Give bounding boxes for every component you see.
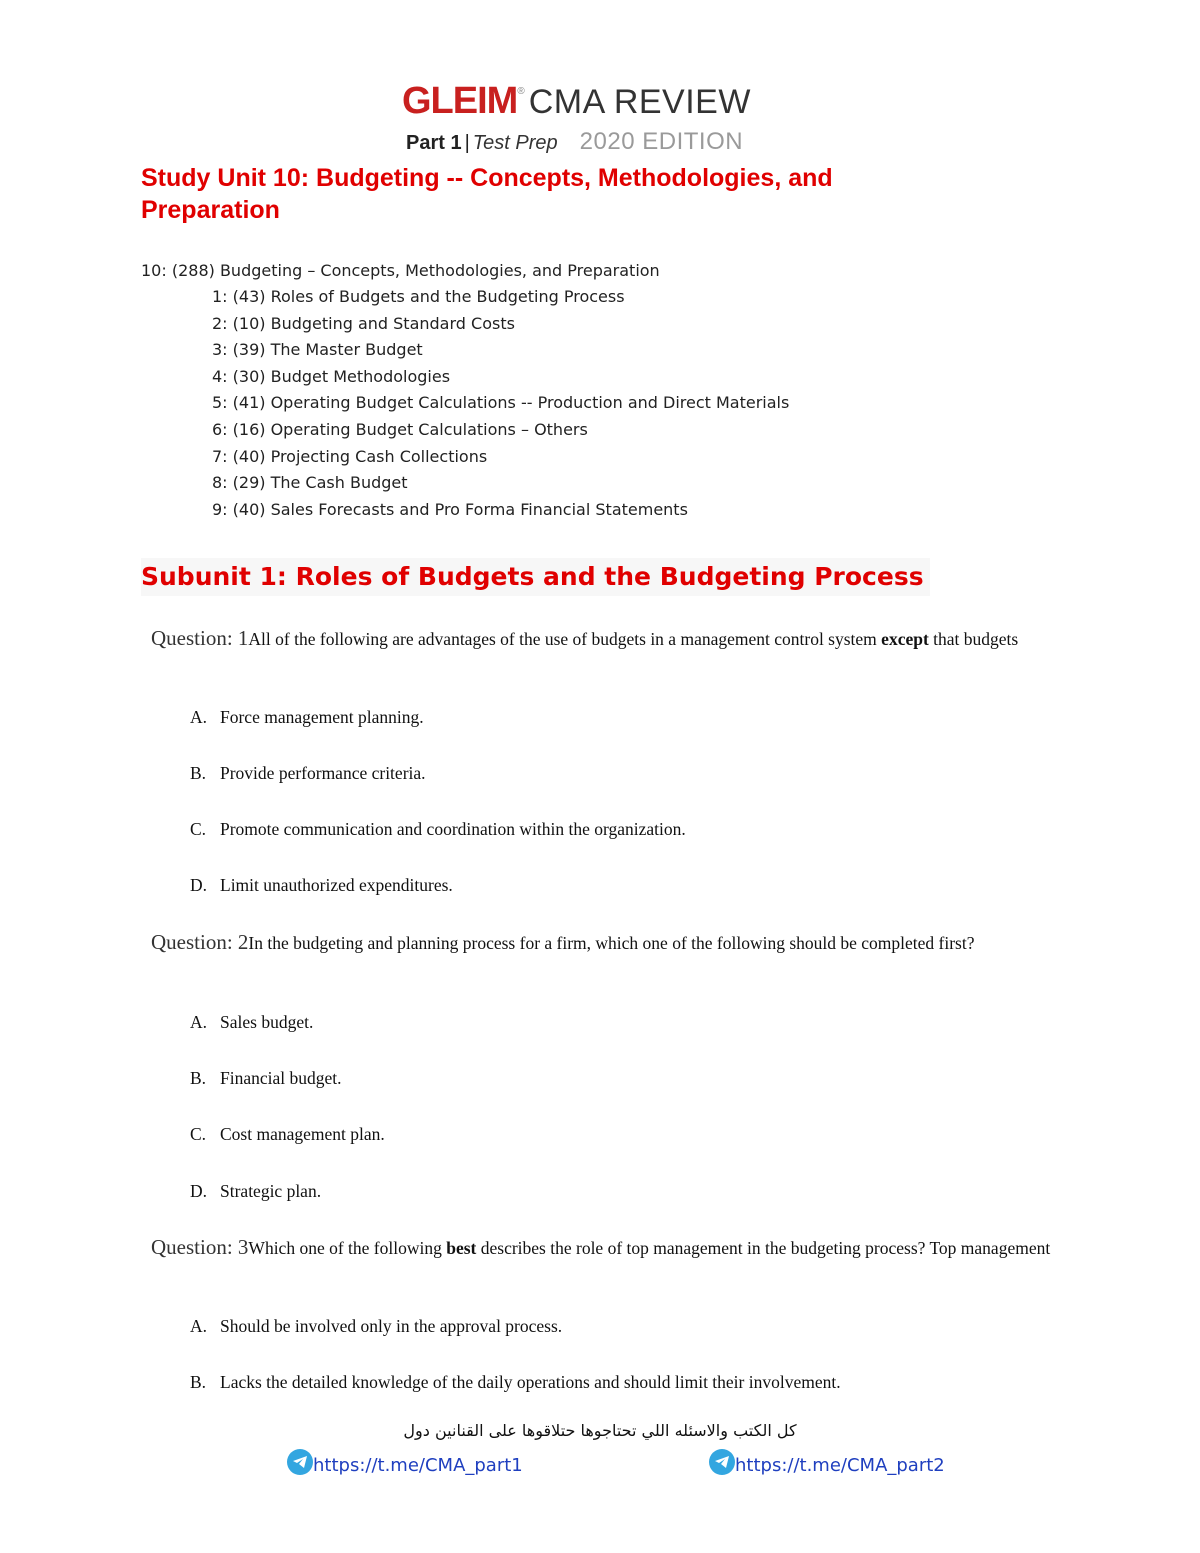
toc-item: 2: (10) Budgeting and Standard Costs [212,313,515,333]
question-text-tail: describes the role of top management in the budgeting process? Top management [476,1238,1051,1258]
option-text: Cost management plan. [220,1124,385,1144]
question-label: Question: 1 [151,626,249,650]
gleim-logo [402,80,802,160]
answer-option[interactable] [190,1370,841,1394]
link-text[interactable]: https://t.me/CMA_part1 [313,1455,523,1476]
toc-item: 6: (16) Operating Budget Calculations – Others [212,419,588,439]
question-emphasis: except [881,629,929,649]
option-letter: A. [190,707,208,727]
toc-item: 9: (40) Sales Forecasts and Pro Forma Financial Statements [212,499,688,519]
option-letter: B. [190,1068,207,1088]
question-text: All of the following are advantages of the use of budgets in a management control system [248,629,882,649]
option-letter: B. [190,1372,207,1392]
toc-main-entry: 10: (288) Budgeting – Concepts, Methodologies, and Preparation [141,261,660,280]
question-text: In the budgeting and planning process for a firm, which one of the following should be completed first? [248,933,975,953]
option-letter: C. [190,1124,207,1144]
option-text: Strategic plan. [220,1181,322,1201]
telegram-icon [709,1449,735,1475]
option-text: Should be involved only in the approval process. [220,1316,563,1336]
logo-product: CMA REVIEW [528,83,751,121]
answer-option[interactable] [190,705,424,729]
question-text: Which one of the following [248,1238,447,1258]
question-text-tail: that budgets [928,629,1019,649]
toc-item: 1: (43) Roles of Budgets and the Budgeting Process [212,287,625,306]
answer-option[interactable] [190,817,686,841]
logo-type: Test Prep [472,132,558,154]
question-1 [141,626,1071,651]
option-text: Promote communication and coordination within the organization. [220,819,686,839]
option-text: Lacks the detailed knowledge of the daily operations and should limit their involvement. [220,1372,841,1392]
answer-option[interactable] [190,1122,385,1146]
link-text[interactable]: https://t.me/CMA_part2 [735,1455,945,1476]
answer-option[interactable] [190,1066,342,1090]
answer-option[interactable] [190,873,453,897]
logo-part: Part 1 [406,132,462,154]
unit-title: Study Unit 10: Budgeting -- Concepts, Methodologies, and Preparation [141,164,833,224]
option-letter: D. [190,1181,208,1201]
option-text: Force management planning. [220,707,424,727]
option-letter: D. [190,875,208,895]
option-letter: C. [190,819,207,839]
answer-option[interactable] [190,1314,562,1338]
logo-separator: | [464,132,470,154]
question-2 [141,930,1071,955]
option-letter: A. [190,1316,208,1336]
answer-option[interactable] [190,1010,313,1034]
toc-item: 8: (29) The Cash Budget [212,473,408,493]
logo-brand: GLEIM [402,80,518,122]
question-label: Question: 3 [151,1235,249,1259]
subunit-title: Subunit 1: Roles of Budgets and the Budgeting Process [141,558,930,596]
question-3 [141,1235,1071,1260]
footer-arabic-note: كل الكتب والاسئله اللي تحتاجوها حتلاقوها على القنانين دول [403,1421,797,1440]
logo-edition: 2020 EDITION [579,128,744,155]
logo-trademark: ® [517,86,525,97]
question-emphasis: best [446,1238,477,1258]
toc-item: 3: (39) The Master Budget [212,340,423,360]
option-text: Financial budget. [220,1068,342,1088]
toc-item: 5: (41) Operating Budget Calculations -- Production and Direct Materials [212,393,790,413]
answer-option[interactable] [190,1179,321,1203]
option-letter: A. [190,1012,208,1032]
table-of-contents [141,257,789,523]
option-text: Limit unauthorized expenditures. [220,875,453,895]
option-letter: B. [190,763,207,783]
telegram-icon [287,1449,313,1475]
answer-option[interactable] [190,761,426,785]
question-label: Question: 2 [151,930,249,954]
toc-item: 4: (30) Budget Methodologies [212,366,451,386]
toc-item: 7: (40) Projecting Cash Collections [212,446,488,466]
option-text: Sales budget. [220,1012,314,1032]
option-text: Provide performance criteria. [220,763,426,783]
